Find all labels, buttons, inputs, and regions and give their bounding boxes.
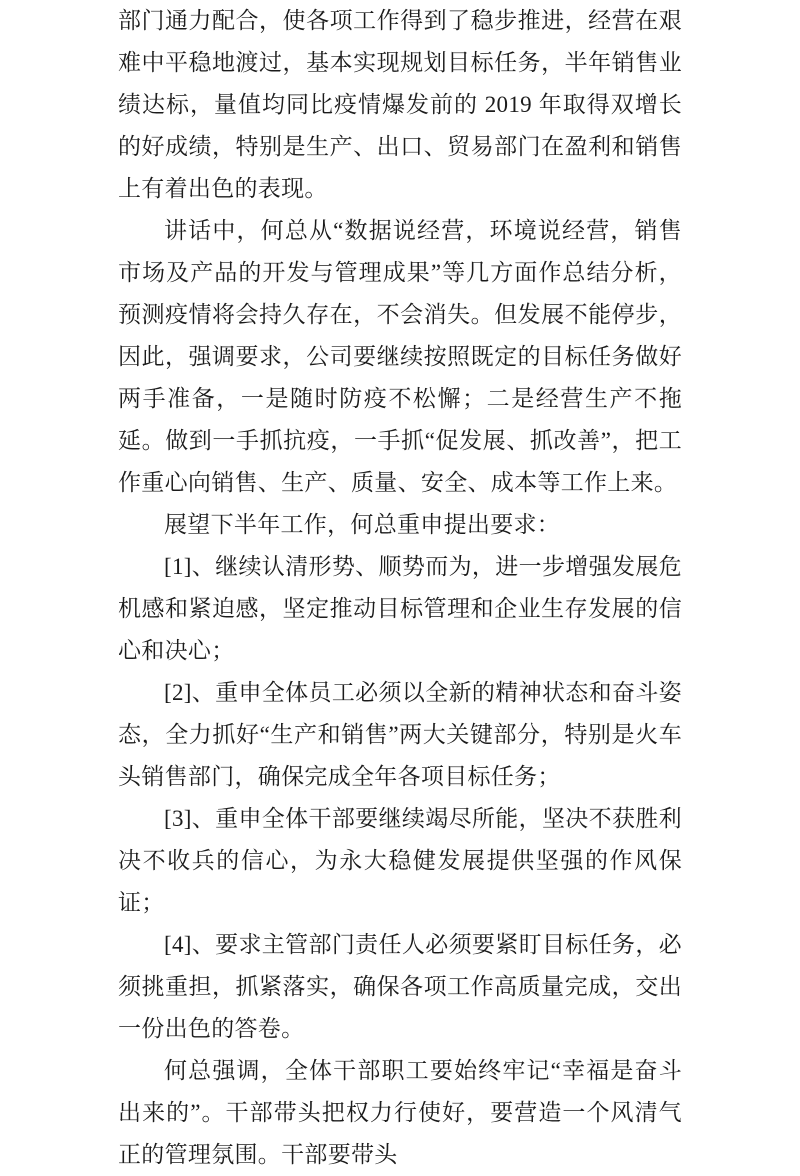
paragraph: 讲话中，何总从“数据说经营，环境说经营，销售市场及产品的开发与管理成果”等几方面作总结分析，预测疫情将会持久存在，不会消失。但发展不能停步，因此，强调要求，公司要继续按照既定的目标任务做好两手准备，一是随时防疫不松懈；二是经营生产不拖延。做到一手抓抗疫，一手抓“促发展、抓改善”，把工作重心向销售、生产、质量、安全、成本等工作上来。	[118, 218, 682, 495]
paragraph: [2]、重申全体员工必须以全新的精神状态和奋斗姿态，全力抓好“生产和销售”两大关键部分，特别是火车头销售部门，确保完成全年各项目标任务；	[118, 680, 682, 789]
paragraph: [4]、要求主管部门责任人必须要紧盯目标任务，必须挑重担，抓紧落实，确保各项工作高质量完成，交出一份出色的答卷。	[118, 932, 682, 1041]
paragraph: 部门通力配合，使各项工作得到了稳步推进，经营在艰难中平稳地渡过，基本实现规划目标任务，半年销售业绩达标，量值均同比疫情爆发前的 2019 年取得双增长的好成绩，特别是生产、出口、贸易部门在盈利和销售上有着出色的表现。	[118, 8, 682, 201]
paragraph: [3]、重申全体干部要继续竭尽所能，坚决不获胜利决不收兵的信心，为永大稳健发展提供坚强的作风保证；	[118, 806, 682, 915]
page-text	[118, 0, 682, 1176]
paragraph: [1]、继续认清形势、顺势而为，进一步增强发展危机感和紧迫感，坚定推动目标管理和企业生存发展的信心和决心；	[118, 554, 682, 663]
paragraph: 何总强调，全体干部职工要始终牢记“幸福是奋斗出来的”。干部带头把权力行使好，要营造一个风清气正的管理氛围。干部要带头	[118, 1058, 682, 1167]
paragraph: 展望下半年工作，何总重申提出要求：	[164, 512, 561, 537]
